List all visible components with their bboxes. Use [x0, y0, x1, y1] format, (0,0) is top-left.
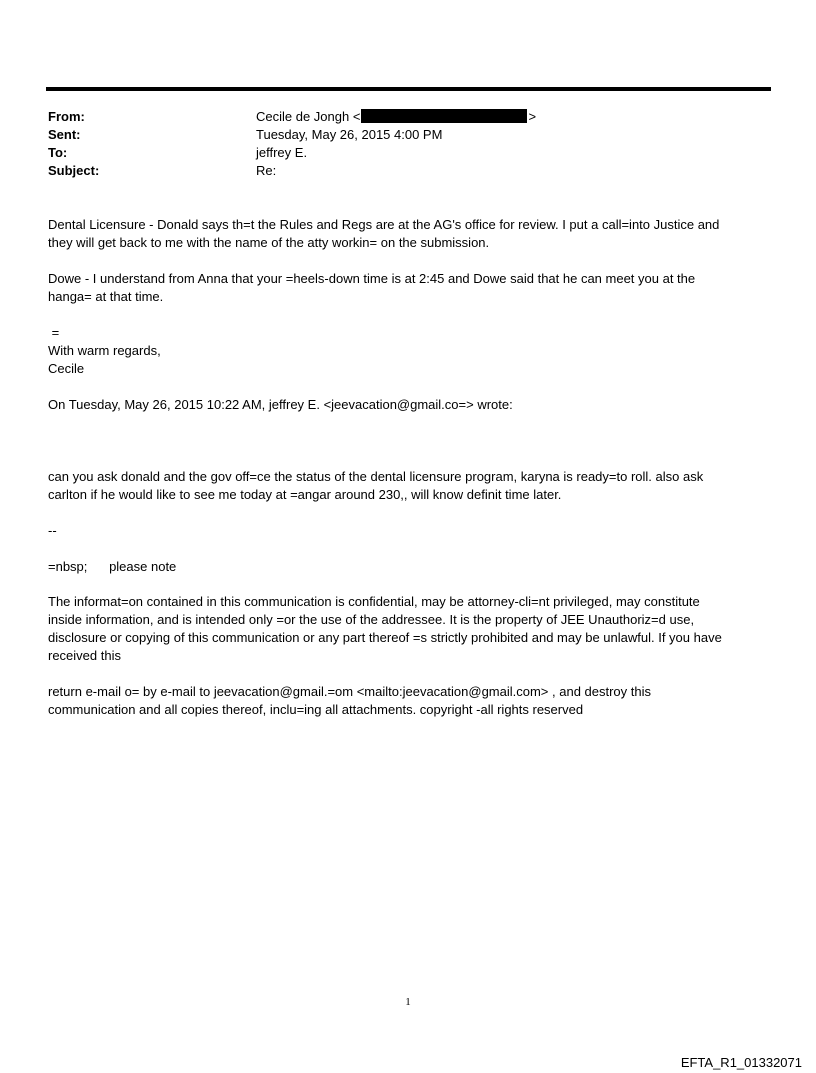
- to-label: To:: [48, 145, 68, 160]
- page-number: 1: [405, 996, 411, 1008]
- text-line: they will get back to me with the name of the atty workin= on the submission.: [48, 235, 490, 250]
- paragraph-dowe: [48, 270, 773, 306]
- signature-line: With warm regards,: [48, 343, 161, 358]
- text-line: return e-mail o= by e-mail to jeevacation@gmail.=om <mailto:jeevacation@gmail.com> , and destroy this: [48, 684, 652, 699]
- confidentiality-notice: [48, 593, 773, 665]
- text-line: hanga= at that time.: [48, 289, 164, 304]
- subject-label: Subject:: [48, 163, 100, 178]
- redaction-bar: [361, 109, 527, 123]
- text-line: The informat=on contained in this communication is confidential, may be attorney-cli=nt privileged, may constitute: [48, 594, 700, 609]
- quote-header: On Tuesday, May 26, 2015 10:22 AM, jeffrey E. <jeevacation@gmail.co=> wrote:: [48, 397, 513, 412]
- text-line: Dowe - I understand from Anna that your =heels-down time is at 2:45 and Dowe said that he can meet you at the: [48, 271, 696, 286]
- text-line: carlton if he would like to see me today at =angar around 230,, will know definit time later.: [48, 487, 562, 502]
- return-notice: [48, 683, 773, 719]
- sent-label: Sent:: [48, 127, 81, 142]
- quoted-paragraph: [48, 468, 773, 504]
- signature: [48, 342, 773, 378]
- paragraph-dental: [48, 216, 773, 252]
- text-line: inside information, and is intended only =or the use of the addressee. It is the property of JEE Unauthoriz=d use,: [48, 612, 695, 627]
- text-line: Dental Licensure - Donald says th=t the Rules and Regs are at the AG's office for review. I put a call=into Justice and: [48, 217, 720, 232]
- text-line: can you ask donald and the gov off=ce the status of the dental licensure program, karyna is ready=to roll. also ask: [48, 469, 704, 484]
- text-line: disclosure or copying of this communication or any part thereof =s strictly prohibited and may be unlawful. If you have: [48, 630, 722, 645]
- equals-line: =: [48, 325, 60, 340]
- from-close: >: [528, 109, 537, 124]
- to-value: jeffrey E.: [256, 145, 308, 160]
- header-rule: [46, 87, 771, 91]
- please-note-line: =nbsp; please note: [48, 559, 177, 574]
- subject-value: Re:: [256, 163, 277, 178]
- signature-line: Cecile: [48, 361, 85, 376]
- from-label: From:: [48, 109, 85, 124]
- sent-value: Tuesday, May 26, 2015 4:00 PM: [256, 127, 443, 142]
- from-value: [256, 108, 536, 126]
- separator-dashes: --: [48, 523, 57, 538]
- document-id: EFTA_R1_01332071: [680, 1055, 802, 1070]
- text-line: communication and all copies thereof, inclu=ing all attachments. copyright -all rights reserved: [48, 702, 584, 717]
- from-name: Cecile de Jongh <: [256, 109, 361, 124]
- text-line: received this: [48, 648, 121, 663]
